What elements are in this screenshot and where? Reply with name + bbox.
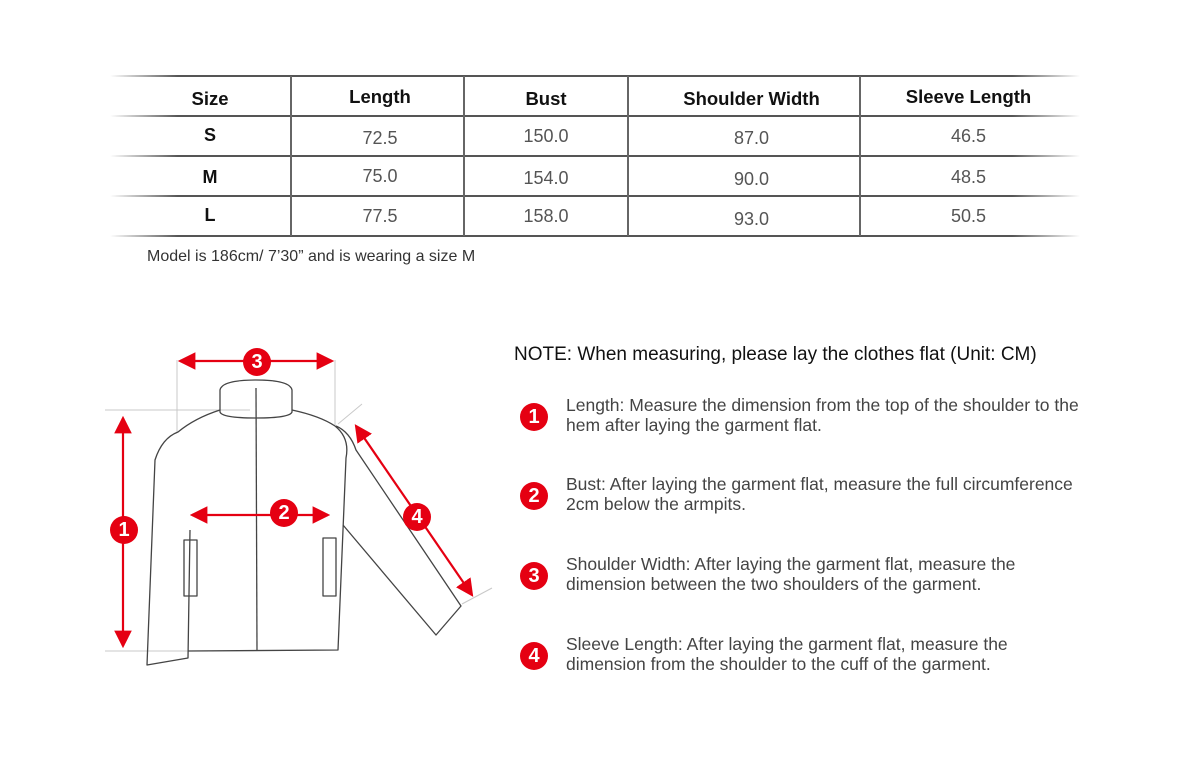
cell-bust: 154.0 [523, 168, 569, 188]
row-size: L [204, 205, 216, 225]
note-text: Length: Measure the dimension from the top of the shoulder to the hem after laying the garment flat. [566, 395, 1079, 435]
cell-sleeve: 46.5 [950, 126, 987, 146]
table-rule [110, 195, 1080, 197]
cell-sleeve: 48.5 [950, 167, 987, 187]
cell-shoulder: 93.0 [733, 209, 770, 229]
jacket-measurement-icon [100, 340, 500, 680]
table-rule [110, 75, 1080, 77]
measurement-note-title: NOTE: When measuring, please lay the clothes flat (Unit: CM) [514, 344, 1037, 365]
header-sleeve-length: Sleeve Length [905, 86, 1032, 107]
number-2-icon: 2 [520, 482, 548, 510]
number-3-icon: 3 [520, 562, 548, 590]
table-rule [110, 155, 1080, 157]
jacket-outline [100, 340, 500, 680]
table-rule [110, 235, 1080, 237]
table-rule [110, 115, 1080, 117]
cell-length: 77.5 [362, 206, 398, 226]
row-size: M [202, 167, 218, 187]
note-text: Sleeve Length: After laying the garment flat, measure the dimension from the shoulder to the cuff of the garment. [566, 634, 1008, 674]
size-chart-table [110, 75, 1080, 237]
note-text: Bust: After laying the garment flat, measure the full circumference 2cm below the armpits. [566, 474, 1073, 514]
marker-1-icon: 1 [110, 516, 138, 544]
cell-shoulder: 87.0 [733, 128, 770, 148]
model-note: Model is 186cm/ 7’30” and is wearing a size M [147, 248, 476, 265]
header-bust: Bust [525, 88, 567, 109]
header-shoulder-width: Shoulder Width [683, 88, 820, 109]
row-size: S [203, 125, 216, 145]
number-1-icon: 1 [520, 403, 548, 431]
cell-bust: 158.0 [523, 206, 569, 226]
cell-length: 75.0 [362, 166, 398, 186]
cell-sleeve: 50.5 [950, 206, 987, 226]
marker-3-icon: 3 [243, 348, 271, 376]
marker-4-icon: 4 [403, 503, 431, 531]
header-length: Length [349, 86, 411, 107]
cell-bust: 150.0 [523, 126, 569, 146]
cell-shoulder: 90.0 [733, 169, 770, 189]
header-size: Size [191, 88, 229, 109]
number-4-icon: 4 [520, 642, 548, 670]
note-text: Shoulder Width: After laying the garment flat, measure the dimension between the two shoulders of the garment. [566, 554, 1016, 594]
marker-2-icon: 2 [270, 499, 298, 527]
cell-length: 72.5 [362, 128, 398, 148]
